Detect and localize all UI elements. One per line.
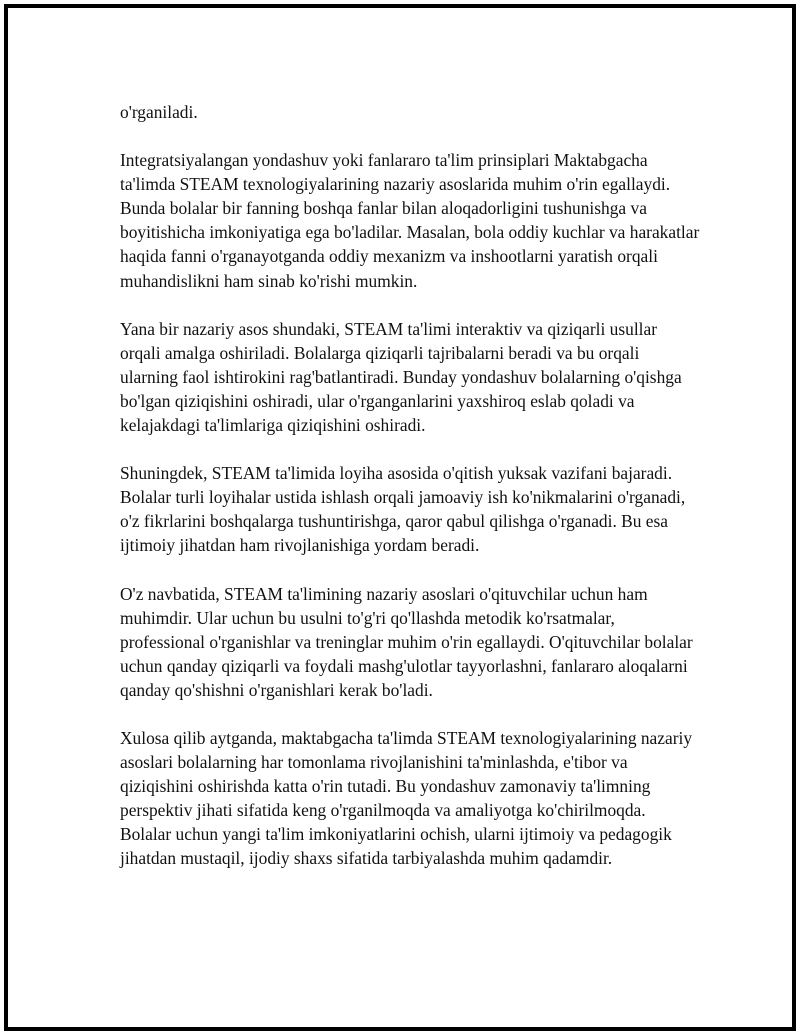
paragraph-continuation: o'rganiladi. xyxy=(120,102,198,122)
paragraph-teachers: O'z navbatida, STEAM ta'limining nazariy asoslari o'qituvchilar uchun ham muhimdir. Ular uchun bu usulni to'g'ri qo'llashda metodik ko'rsatmalar, professional o'rganishlar va treninglar muhim o'rin egallaydi. O'qituvchilar bolalar uchun qanday qiziqarli va foydali mashg'ulotlar tayyorlashni, fanlararo aloqalarni qanday qo'shishni o'rganishlari kerak bo'ladi. xyxy=(120,583,693,700)
paragraph-interactive-methods: Yana bir nazariy asos shundaki, STEAM ta'limi interaktiv va qiziqarli usullar orqali amalga oshiriladi. Bolalarga qiziqarli tajribalarni beradi va bu orqali ularning faol ishtirokini rag'batlantiradi. Bunday yondashuv bolalarning o'qishga bo'lgan qiziqishini oshiradi, ular o'rganganlarini yaxshiroq eslab qoladi va kelajakdagi ta'limlariga qiziqishini oshiradi. xyxy=(120,318,682,436)
document-body xyxy=(120,100,700,895)
paragraph-integrated-approach: Integratsiyalangan yondashuv yoki fanlararo ta'lim prinsiplari Maktabgacha ta'limda STEAM texnologiyalarining nazariy asoslarida muhim o'rin egallaydi. Bunda bolalar bir fanning boshqa fanlar bilan aloqadorligini tushunishga va boyitishicha imkoniyatiga ega bo'ladilar. Masalan, bola oddiy kuchlar va harakatlar haqida fanni o'rganayotganda oddiy mexanizm va inshootlarni yaratish orqali muhandislikni ham sinab ko'rishi mumkin. xyxy=(120,150,700,291)
paragraph-conclusion: Xulosa qilib aytganda, maktabgacha ta'limda STEAM texnologiyalarining nazariy asoslari bolalarning har tomonlama rivojlanishini ta'minlashda, e'tibor va qiziqishini oshirishda katta o'rin tutadi. Bu yondashuv zamonaviy ta'limning perspektiv jihati sifatida keng o'rganilmoqda va amaliyotga ko'chirilmoqda. Bolalar uchun yangi ta'lim imkoniyatlarini ochish, ularni ijtimoiy va pedagogik jihatdan mustaqil, ijodiy shaxs sifatida tarbiyalashda muhim qadamdir. xyxy=(120,727,693,869)
page-border xyxy=(4,4,796,1031)
paragraph-project-based-learning: Shuningdek, STEAM ta'limida loyiha asosida o'qitish yuksak vazifani bajaradi. Bolalar turli loyihalar ustida ishlash orqali jamoaviy ish ko'nikmalarini o'rganadi, o'z fikrlarini boshqalarga tushuntirishga, qaror qabul qilishga o'rganadi. Bu esa ijtimoiy jihatdan ham rivojlanishiga yordam beradi. xyxy=(120,463,686,556)
